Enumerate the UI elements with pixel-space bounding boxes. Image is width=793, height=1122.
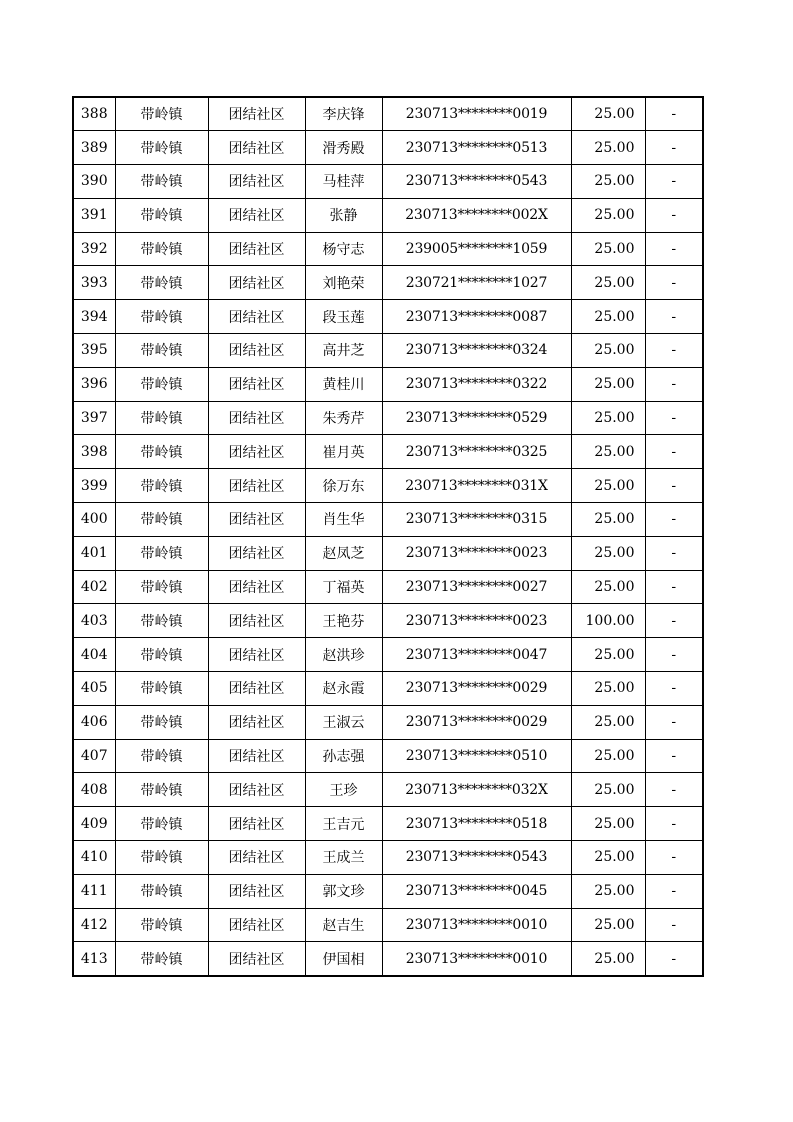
table-row	[73, 672, 703, 706]
amount-cell: 100.00	[571, 604, 645, 638]
person-name-cell: 丁福英	[305, 570, 382, 604]
note-cell: -	[645, 165, 703, 199]
town-cell: 带岭镇	[115, 435, 208, 469]
id-number-cell: 230713********0324	[382, 334, 571, 368]
community-cell: 团结社区	[208, 536, 305, 570]
table-row	[73, 503, 703, 537]
table-row	[73, 300, 703, 334]
note-cell: -	[645, 807, 703, 841]
id-number-cell: 230713********0010	[382, 908, 571, 942]
note-cell: -	[645, 705, 703, 739]
row-number-cell: 408	[73, 773, 115, 807]
note-cell: -	[645, 841, 703, 875]
person-name-cell: 王吉元	[305, 807, 382, 841]
amount-cell: 25.00	[571, 638, 645, 672]
row-number-cell: 391	[73, 198, 115, 232]
community-cell: 团结社区	[208, 807, 305, 841]
community-cell: 团结社区	[208, 604, 305, 638]
community-cell: 团结社区	[208, 232, 305, 266]
table-row	[73, 97, 703, 131]
amount-cell: 25.00	[571, 97, 645, 131]
amount-cell: 25.00	[571, 705, 645, 739]
amount-cell: 25.00	[571, 841, 645, 875]
amount-cell: 25.00	[571, 165, 645, 199]
id-number-cell: 230713********0513	[382, 131, 571, 165]
id-number-cell: 230713********0029	[382, 672, 571, 706]
amount-cell: 25.00	[571, 232, 645, 266]
town-cell: 带岭镇	[115, 334, 208, 368]
person-name-cell: 高井芝	[305, 334, 382, 368]
row-number-cell: 389	[73, 131, 115, 165]
table-row	[73, 232, 703, 266]
community-cell: 团结社区	[208, 705, 305, 739]
community-cell: 团结社区	[208, 367, 305, 401]
community-cell: 团结社区	[208, 401, 305, 435]
town-cell: 带岭镇	[115, 503, 208, 537]
id-number-cell: 230713********0047	[382, 638, 571, 672]
id-number-cell: 230713********0325	[382, 435, 571, 469]
community-cell: 团结社区	[208, 300, 305, 334]
person-name-cell: 李庆锋	[305, 97, 382, 131]
note-cell: -	[645, 232, 703, 266]
note-cell: -	[645, 367, 703, 401]
id-number-cell: 230713********031X	[382, 469, 571, 503]
note-cell: -	[645, 503, 703, 537]
amount-cell: 25.00	[571, 908, 645, 942]
person-name-cell: 郭文珍	[305, 874, 382, 908]
note-cell: -	[645, 638, 703, 672]
id-number-cell: 230713********032X	[382, 773, 571, 807]
id-number-cell: 230713********0045	[382, 874, 571, 908]
town-cell: 带岭镇	[115, 536, 208, 570]
id-number-cell: 230713********0023	[382, 536, 571, 570]
community-cell: 团结社区	[208, 198, 305, 232]
table-row	[73, 705, 703, 739]
town-cell: 带岭镇	[115, 874, 208, 908]
table-row	[73, 536, 703, 570]
amount-cell: 25.00	[571, 672, 645, 706]
row-number-cell: 396	[73, 367, 115, 401]
table-row	[73, 401, 703, 435]
town-cell: 带岭镇	[115, 841, 208, 875]
person-name-cell: 滑秀殿	[305, 131, 382, 165]
id-number-cell: 230713********0529	[382, 401, 571, 435]
row-number-cell: 398	[73, 435, 115, 469]
amount-cell: 25.00	[571, 739, 645, 773]
town-cell: 带岭镇	[115, 300, 208, 334]
row-number-cell: 409	[73, 807, 115, 841]
amount-cell: 25.00	[571, 334, 645, 368]
person-name-cell: 徐万东	[305, 469, 382, 503]
row-number-cell: 411	[73, 874, 115, 908]
row-number-cell: 406	[73, 705, 115, 739]
town-cell: 带岭镇	[115, 705, 208, 739]
town-cell: 带岭镇	[115, 165, 208, 199]
note-cell: -	[645, 942, 703, 976]
note-cell: -	[645, 401, 703, 435]
note-cell: -	[645, 874, 703, 908]
town-cell: 带岭镇	[115, 97, 208, 131]
town-cell: 带岭镇	[115, 401, 208, 435]
community-cell: 团结社区	[208, 165, 305, 199]
table-row	[73, 638, 703, 672]
community-cell: 团结社区	[208, 334, 305, 368]
person-name-cell: 王成兰	[305, 841, 382, 875]
table-row	[73, 131, 703, 165]
person-name-cell: 王珍	[305, 773, 382, 807]
table-row	[73, 469, 703, 503]
note-cell: -	[645, 300, 703, 334]
row-number-cell: 413	[73, 942, 115, 976]
amount-cell: 25.00	[571, 198, 645, 232]
town-cell: 带岭镇	[115, 739, 208, 773]
table-row	[73, 604, 703, 638]
person-name-cell: 肖生华	[305, 503, 382, 537]
person-name-cell: 赵洪珍	[305, 638, 382, 672]
person-name-cell: 王艳芬	[305, 604, 382, 638]
note-cell: -	[645, 198, 703, 232]
community-cell: 团结社区	[208, 739, 305, 773]
person-name-cell: 张静	[305, 198, 382, 232]
table-row	[73, 367, 703, 401]
community-cell: 团结社区	[208, 97, 305, 131]
amount-cell: 25.00	[571, 266, 645, 300]
row-number-cell: 395	[73, 334, 115, 368]
note-cell: -	[645, 773, 703, 807]
town-cell: 带岭镇	[115, 232, 208, 266]
table-row	[73, 942, 703, 976]
row-number-cell: 405	[73, 672, 115, 706]
id-number-cell: 230713********0543	[382, 165, 571, 199]
row-number-cell: 402	[73, 570, 115, 604]
table-row	[73, 266, 703, 300]
community-cell: 团结社区	[208, 131, 305, 165]
row-number-cell: 390	[73, 165, 115, 199]
row-number-cell: 397	[73, 401, 115, 435]
table-row	[73, 165, 703, 199]
community-cell: 团结社区	[208, 908, 305, 942]
note-cell: -	[645, 266, 703, 300]
row-number-cell: 404	[73, 638, 115, 672]
row-number-cell: 407	[73, 739, 115, 773]
community-cell: 团结社区	[208, 841, 305, 875]
id-number-cell: 230713********0027	[382, 570, 571, 604]
town-cell: 带岭镇	[115, 570, 208, 604]
town-cell: 带岭镇	[115, 469, 208, 503]
amount-cell: 25.00	[571, 874, 645, 908]
town-cell: 带岭镇	[115, 942, 208, 976]
subsidy-table	[72, 96, 704, 977]
id-number-cell: 230721********1027	[382, 266, 571, 300]
town-cell: 带岭镇	[115, 638, 208, 672]
amount-cell: 25.00	[571, 469, 645, 503]
note-cell: -	[645, 469, 703, 503]
community-cell: 团结社区	[208, 469, 305, 503]
table-row	[73, 807, 703, 841]
person-name-cell: 朱秀芹	[305, 401, 382, 435]
note-cell: -	[645, 570, 703, 604]
table-row	[73, 841, 703, 875]
id-number-cell: 230713********0029	[382, 705, 571, 739]
community-cell: 团结社区	[208, 503, 305, 537]
amount-cell: 25.00	[571, 401, 645, 435]
amount-cell: 25.00	[571, 131, 645, 165]
note-cell: -	[645, 739, 703, 773]
row-number-cell: 393	[73, 266, 115, 300]
person-name-cell: 刘艳荣	[305, 266, 382, 300]
table-row	[73, 874, 703, 908]
row-number-cell: 400	[73, 503, 115, 537]
note-cell: -	[645, 131, 703, 165]
town-cell: 带岭镇	[115, 266, 208, 300]
note-cell: -	[645, 334, 703, 368]
id-number-cell: 230713********0010	[382, 942, 571, 976]
town-cell: 带岭镇	[115, 367, 208, 401]
table-body	[73, 97, 703, 976]
id-number-cell: 230713********0019	[382, 97, 571, 131]
town-cell: 带岭镇	[115, 773, 208, 807]
id-number-cell: 230713********0518	[382, 807, 571, 841]
table-row	[73, 739, 703, 773]
community-cell: 团结社区	[208, 942, 305, 976]
person-name-cell: 段玉莲	[305, 300, 382, 334]
row-number-cell: 403	[73, 604, 115, 638]
town-cell: 带岭镇	[115, 672, 208, 706]
community-cell: 团结社区	[208, 672, 305, 706]
id-number-cell: 230713********002X	[382, 198, 571, 232]
community-cell: 团结社区	[208, 570, 305, 604]
person-name-cell: 黄桂川	[305, 367, 382, 401]
community-cell: 团结社区	[208, 874, 305, 908]
amount-cell: 25.00	[571, 773, 645, 807]
amount-cell: 25.00	[571, 435, 645, 469]
amount-cell: 25.00	[571, 367, 645, 401]
community-cell: 团结社区	[208, 773, 305, 807]
person-name-cell: 王淑云	[305, 705, 382, 739]
note-cell: -	[645, 435, 703, 469]
id-number-cell: 239005********1059	[382, 232, 571, 266]
amount-cell: 25.00	[571, 536, 645, 570]
row-number-cell: 394	[73, 300, 115, 334]
person-name-cell: 赵凤芝	[305, 536, 382, 570]
id-number-cell: 230713********0322	[382, 367, 571, 401]
id-number-cell: 230713********0315	[382, 503, 571, 537]
amount-cell: 25.00	[571, 503, 645, 537]
person-name-cell: 伊国相	[305, 942, 382, 976]
id-number-cell: 230713********0087	[382, 300, 571, 334]
table-row	[73, 334, 703, 368]
person-name-cell: 马桂萍	[305, 165, 382, 199]
community-cell: 团结社区	[208, 638, 305, 672]
table-row	[73, 570, 703, 604]
town-cell: 带岭镇	[115, 908, 208, 942]
town-cell: 带岭镇	[115, 131, 208, 165]
id-number-cell: 230713********0023	[382, 604, 571, 638]
person-name-cell: 赵永霞	[305, 672, 382, 706]
town-cell: 带岭镇	[115, 604, 208, 638]
table-row	[73, 198, 703, 232]
note-cell: -	[645, 604, 703, 638]
person-name-cell: 孙志强	[305, 739, 382, 773]
table-row	[73, 773, 703, 807]
town-cell: 带岭镇	[115, 198, 208, 232]
amount-cell: 25.00	[571, 300, 645, 334]
amount-cell: 25.00	[571, 570, 645, 604]
note-cell: -	[645, 97, 703, 131]
row-number-cell: 412	[73, 908, 115, 942]
community-cell: 团结社区	[208, 435, 305, 469]
note-cell: -	[645, 672, 703, 706]
row-number-cell: 392	[73, 232, 115, 266]
id-number-cell: 230713********0510	[382, 739, 571, 773]
row-number-cell: 399	[73, 469, 115, 503]
table-row	[73, 908, 703, 942]
person-name-cell: 赵吉生	[305, 908, 382, 942]
note-cell: -	[645, 908, 703, 942]
table-row	[73, 435, 703, 469]
row-number-cell: 388	[73, 97, 115, 131]
person-name-cell: 杨守志	[305, 232, 382, 266]
row-number-cell: 401	[73, 536, 115, 570]
id-number-cell: 230713********0543	[382, 841, 571, 875]
amount-cell: 25.00	[571, 942, 645, 976]
town-cell: 带岭镇	[115, 807, 208, 841]
amount-cell: 25.00	[571, 807, 645, 841]
person-name-cell: 崔月英	[305, 435, 382, 469]
community-cell: 团结社区	[208, 266, 305, 300]
row-number-cell: 410	[73, 841, 115, 875]
note-cell: -	[645, 536, 703, 570]
